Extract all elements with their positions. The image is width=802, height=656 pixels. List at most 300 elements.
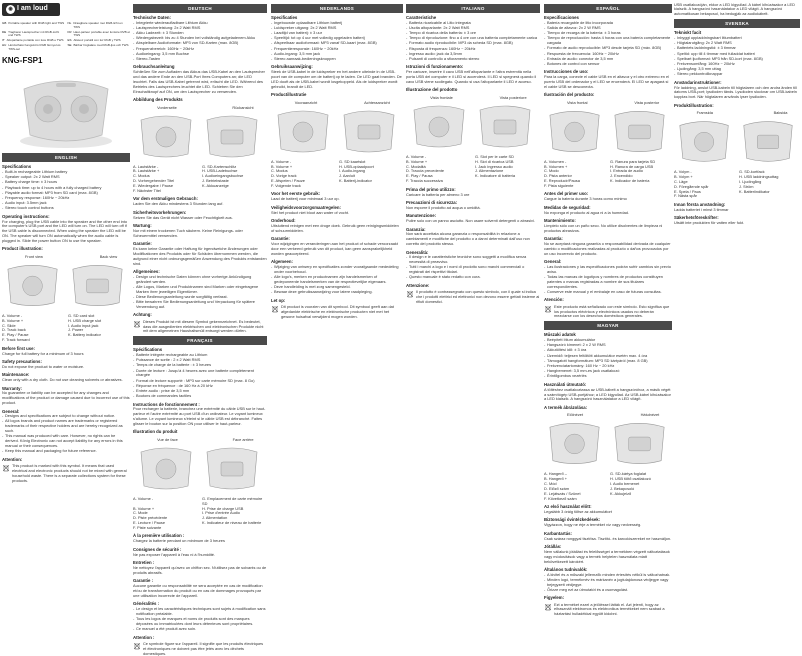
product-illustration <box>544 101 672 157</box>
general-list <box>271 265 403 295</box>
part-label: K. Battery indicator <box>68 332 101 338</box>
part-label: J. Betriebstaste <box>202 178 229 184</box>
speaker-drawing-shape <box>565 122 585 142</box>
part-label: A. Volume - <box>2 312 23 318</box>
model-number: KNG-FSP1 <box>2 56 43 66</box>
product-hero-image <box>2 69 130 151</box>
part-label: D. Track back <box>2 327 26 333</box>
toc-text: Haut-parleur portable avec lumière RVB et TWS <box>73 29 130 38</box>
part-label: K. Indicador de batería <box>610 178 650 184</box>
weee-bin-icon <box>133 642 141 650</box>
operating-heading: Használati útmutató: <box>544 381 587 387</box>
speaker-drawing-shape <box>629 125 651 139</box>
part-label: B. Volumen + <box>544 163 568 169</box>
part-label: F. Traccia successiva <box>406 178 443 184</box>
spec-item: - Frekvensomfång: 160Hz ~ 20kHz <box>674 62 800 67</box>
before-heading: À la première utilisation : <box>133 533 185 539</box>
general-item: - Tous les logos de marques et noms de produits sont des marques déposées ou immatriculées dont leurs détenteurs sont propriétaires. <box>133 617 267 627</box>
magyar-continued-text: USB csatlakozóján, ekkor a LED kigyullad. A kábel kihúzásakor a LED kialszik. A hangszóró használatakor a LED világít. A hangszóró automatikusan bekapcsol, ha bedugják az audiokábelt. <box>674 1 795 17</box>
toc-text: Altavoz portátil con luz RGB y TWS <box>73 38 121 42</box>
spec-item: - Respuesta de frecuencia: 160Hz ~ 20kHz <box>544 52 672 57</box>
parts-legend <box>133 165 267 194</box>
part-label: J. Alimentation <box>202 515 228 521</box>
section-header-english: ENGLISH <box>2 153 130 162</box>
general-item: - Őrizze meg ezt az útmutatót és a csomagolást. <box>544 588 672 593</box>
operating-text: Para la carga, conecte el cable USB en el altavoz y el otro extremo en el puerto USB del ordenador y el LED se encenderá. El LED se apagará si el cable USB se desconecta. <box>544 74 670 89</box>
spec-item: - Ingebouwde oplaadbare Lithium batterij <box>271 21 403 26</box>
general-item: - Wijziging van ontwerp en specificaties zonder voorafgaande mededeling onder voorbehoud. <box>271 265 403 275</box>
section-nederlands <box>271 15 403 320</box>
general-item: - Bitte bewahren Sie Bedienungsanleitung und Verpackung für spätere Verwendung auf. <box>133 300 267 310</box>
spec-item: - Frekvenciatartomány: 160 Hz ~ 20 kHz <box>544 364 672 369</box>
weee-bin-icon <box>133 320 141 328</box>
spec-item: - Tiempo de recarga de la batería: ± 3 horas <box>544 31 672 36</box>
attention-heading: Atención: <box>544 297 564 303</box>
safety-heading: Biztonsági óvintézkedések: <box>544 517 601 523</box>
general-item: - Design und technische Daten können ohne vorherige Ankündigung geändert werden. <box>133 275 267 285</box>
back-view-label: Hátulnézet <box>640 412 660 418</box>
specifications-heading: Tekniskt facit <box>674 30 702 36</box>
spec-item: - Playback time: up to 4 hours with a fully charged battery <box>2 186 130 191</box>
spec-item: - Formato de audio reproducible: MP3 desde tarjeta SD (máx. 8GB) <box>544 46 672 51</box>
spec-item: - Támogatott hangformátum: MP3 SD kártyáról (max. 8 GB) <box>544 359 672 364</box>
warranty-text: Nem vállalunk jótállást és felelősséget a termékben végzett változtatások vagy módosítások vagy a termék helytelen használata miatt bekövetkezett károkért. <box>544 548 670 564</box>
operating-text: Pour recharger la batterie, branchez une extrémité du câble USB sur le haut-parleur et l'autre extrémité au port USB d'un ordinateur. Le voyant lumineux s'allume. Le voyant lumineux s'éteint si le câble USB est débranché. Faites glisser le bouton sur la position ON pour utiliser le haut-parleur. <box>133 406 266 427</box>
part-label: E. Play / Pause <box>2 332 29 338</box>
section-header-espanol: ESPAÑOL <box>544 4 672 13</box>
safety-heading: Säkerhetsföreskrifter: <box>674 215 719 221</box>
spec-item: - Stereo touch control buttons <box>2 206 130 211</box>
attention-heading: Attention: <box>2 456 23 462</box>
spec-item: - Högtalarutgång: 2x 2 Watt RMS <box>674 41 800 46</box>
part-label: K. Batteriindikator <box>739 188 770 194</box>
front-view-label: Vorderseite <box>157 104 177 110</box>
spec-item: - Akku Ladezeit: ± 3 Stunden <box>133 31 267 36</box>
part-label: D. Traccia precedente <box>406 168 445 174</box>
part-label: D. Vorige track <box>271 173 297 179</box>
part-label: G. SD-Kartenschlitz <box>202 163 237 169</box>
warranty-heading: Warranty: <box>2 385 22 391</box>
part-label: B. Volume + <box>133 505 155 511</box>
spec-item: - Beépített lítium akkumulátor <box>544 338 672 343</box>
safety-text: Setzen Sie das Gerät nicht Wasser oder Feuchtigkeit aus. <box>133 214 233 220</box>
specifications-heading: Technische Daten: <box>133 15 171 21</box>
speaker-diagram <box>133 438 267 494</box>
part-label <box>610 184 672 189</box>
speaker-diagram <box>133 106 267 162</box>
part-label: B. Volume + <box>406 158 428 164</box>
specifications-heading: Especificaciones <box>544 15 579 21</box>
warranty-text: No guarantee or liability can be accepted for any changes and modifications of the product or damage caused due to incorrect use of this product. <box>2 390 130 406</box>
specifications-heading: Caratteristiche <box>406 15 437 21</box>
speaker-icon <box>2 69 130 151</box>
product-illustration <box>674 111 800 167</box>
parts-legend <box>544 160 672 189</box>
spec-item: - Speeltijd: tot op 4 uur met volledig opgeladen batterij <box>271 36 403 41</box>
part-label: G. Slot per le carte SD <box>475 153 514 159</box>
part-label: D. Vorhergehender Titel <box>133 178 175 184</box>
spec-item: - Battery charge time: ± 3 hours <box>2 180 130 185</box>
section-espanol <box>544 15 672 319</box>
part-label: C. Mode <box>133 510 148 516</box>
part-label: B. Volym + <box>674 173 693 179</box>
part-label: F. Következő szám <box>544 495 577 501</box>
general-heading: General: <box>544 259 562 265</box>
warranty-heading: Jótállás: <box>544 543 562 549</box>
general-item: - Todas las marcas de logotipos y nombres de productos constituyen patentes o marcas registradas a nombre de sus titulares correspondientes. <box>544 275 672 290</box>
spec-item: - Stereo pekkontrollknappar <box>674 72 800 77</box>
illustration-heading: Abbildung des Produkts <box>133 97 183 103</box>
part-label: K. Batterij-indicator <box>339 178 372 184</box>
part-label: G. SD-kortfack <box>739 169 765 175</box>
part-label: C. Modus <box>133 173 150 179</box>
attention-text: Il prodotto è contrassegnato con questo simbolo, con il quale si indica che i prodotti elettrici ed elettronici non devono essere gettati insieme ai rifiuti domestici. <box>416 289 540 304</box>
specifications-list <box>544 21 672 67</box>
illustration-heading: A termék ábrázolása: <box>544 404 588 410</box>
column-nederlands <box>271 2 403 571</box>
general-item: - Las ilustraciones y las especificaciones podrán sufrir cambios sin previo aviso. <box>544 265 672 275</box>
brand-logo <box>2 3 60 16</box>
safety-text: Utsätt inte produkten för vatten eller fukt. <box>674 220 745 226</box>
part-label: I. Audio input jack <box>68 322 99 328</box>
general-heading: Algemeen: <box>271 259 293 265</box>
back-view-label: Rückansicht <box>232 104 254 110</box>
spec-item: - Built-in rechargeable Lithium battery <box>2 170 130 175</box>
spec-item: - Audio-ingang: 3,5 mm jack <box>271 52 403 57</box>
spec-item: - Batteria ricaricabile al Litio integrata <box>406 21 540 26</box>
attention-block <box>406 290 540 305</box>
operating-text: För laddning, anslut USB-kabeln till högtalaren och den andra änden till datorns USB-port; lysdioden tänds. Lysdioden slocknar om USB-kabeln kopplas bort. När högtalaren används lyser lysdioden. <box>674 84 797 100</box>
warranty-heading: Garantie: <box>133 241 152 247</box>
spec-item: - Tiempo de reproducción: hasta 4 horas con una batería completamente cargada <box>544 36 672 46</box>
spec-item: - Luidspreker uitgang: 2x 2 Watt RMS <box>271 26 403 31</box>
attention-text: Dit product is voorzien van dit symbool. Dit symbool geeft aan dat afgedankte elektrische en elektronische producten niet met het gewone huisafval verwijderd mogen worden. <box>281 304 394 319</box>
section-header-deutsch: DEUTSCH <box>133 4 267 13</box>
general-item: - Designs and specifications are subject to change without notice. <box>2 414 130 419</box>
before-text: Laden Sie den Akku mindestens 3 Stunden lang auf. <box>133 201 224 207</box>
before-text: Chargez la batterie pendant un minimum de 3 heures <box>133 538 225 544</box>
brand-name: I am loud <box>17 5 48 13</box>
toc-code: SE <box>67 42 72 47</box>
part-label: J. Ström <box>739 183 754 189</box>
toc-entry <box>68 31 131 39</box>
speaker-drawing-shape <box>358 125 380 139</box>
spec-item: - Integrierte wiederaufladbare Lithium Akku <box>133 21 267 26</box>
operating-text: Steek de USB-kabel in de luidspreker en het andere uiteinde in de USB-poort van de computer om de batterij op te laden. De LED gaat branden. De LED dooft als de USB-kabel wordt losgekoppeld. Als de luidspreker wordt gebruikt, brandt de LED. <box>271 69 402 89</box>
spec-item: - Ingresso audio: jack da 3,5mm <box>406 52 540 57</box>
part-label: H. Slot di ricarica USB <box>475 158 514 164</box>
before-text: Charge for full battery for a minimum of 3 hours <box>2 350 84 356</box>
toc-code: HU <box>2 42 7 47</box>
toc-text: Hordozható hangszóró RGB fénnyel és TWS-sel <box>8 42 61 51</box>
spec-item: - Hangszóró kimenet: 2 x 2 W RMS <box>544 343 672 348</box>
general-item: - This manual was produced with care. However, no rights can be derived. König Electronic can not accept liability for any errors in this manual or their consequences. <box>2 434 130 449</box>
general-list <box>544 265 672 295</box>
safety-text: Non esporre il prodotto ad acqua o umidità. <box>406 204 481 210</box>
safety-heading: Consignes de sécurité : <box>133 546 182 552</box>
spec-item: - Botones de control con sensor <box>544 62 672 67</box>
part-label: A. Hangerő – <box>544 471 567 477</box>
section-header-svenska: SVENSKA <box>674 19 800 28</box>
part-label: I. Entrada de audio <box>610 168 643 174</box>
general-heading: Generalità: <box>406 249 429 255</box>
section-header-magyar: MAGYAR <box>544 321 672 330</box>
spec-item: - Puissance de sortie : 2 x 2 Watt RMS <box>133 358 267 363</box>
spec-item: - Frequency response: 160Hz ~ 20kHz <box>2 196 130 201</box>
spec-item: - Frequentieresponsie: 160Hz ~ 20kHz <box>271 47 403 52</box>
warranty-heading: Garantie: <box>271 236 290 242</box>
column-espanol-magyar <box>544 2 672 617</box>
spec-item: - Abspielbare Audioformate: MP3 von SD-Karten (max. 8GB) <box>133 41 267 46</box>
maint-text: Clean only with a dry cloth. Do not use cleaning solvents or abrasives. <box>2 377 123 383</box>
specifications-heading: Specifications <box>2 164 32 170</box>
part-label: A. Volumen - <box>544 158 567 164</box>
part-label: E. Lecture / Pause <box>133 520 166 526</box>
before-heading: Az első használat előtt: <box>544 503 592 509</box>
part-label: B. Lautstärke + <box>133 168 160 174</box>
before-heading: Antes del primer uso: <box>544 191 589 197</box>
operating-heading: Operating instructions: <box>2 213 50 219</box>
spec-item: - Risposta di frequenza: 160Hz ~ 20kHz <box>406 47 540 52</box>
general-list <box>406 255 540 280</box>
maint-text: Ne nettoyez l'appareil qu'avec un chiffon sec. N'utilisez pas de solvants ou de produits abrasifs. <box>133 565 267 575</box>
part-label: F. Nästa spår <box>674 193 697 199</box>
toc-text: Portable speaker with RGB light and TWS <box>8 21 65 25</box>
operating-text: Schließen Sie zum Aufladen das Akkus das USB-Kabel an den Lautsprecher und das andere Ende an den USB-Port Ihres Computers an; die LED leuchtet. Falls das USB-Kabel getrennt wird, erlischt die LED. Während des Betriebs des Lautsprechers leuchtet die LED. Schieben Sie den Einschaltknopf auf ON, um den Lautsprecher zu verwenden. <box>133 69 265 94</box>
general-item: - Minden logó, termékmév és márkanév a jogtulajdonosa védjegye vagy bejegyzett védjegye. <box>544 578 672 588</box>
spec-item: - Batteriets laddningstid: ± 3 timmar <box>674 46 800 51</box>
part-label <box>739 194 800 199</box>
toc-code: FR <box>67 29 72 34</box>
general-heading: Généralités : <box>133 601 160 607</box>
spec-item: - Batterie intégrée rechargeable au Lithium <box>133 353 267 358</box>
specifications-list <box>2 170 130 211</box>
toc-code: NL <box>67 21 72 25</box>
part-label: F. Piste suivante <box>133 525 162 531</box>
maint-heading: Maintenance: <box>2 372 30 378</box>
specifications-list <box>133 21 267 62</box>
part-label: J. Power <box>68 327 84 333</box>
section-francais <box>133 347 267 656</box>
part-label: I. Jack ingresso audio <box>475 163 513 169</box>
general-list <box>133 275 267 310</box>
maint-text: Nur mit einem trockenen Tuch säubern. Keine Reinigungs- oder Scheuermittel verwenden. <box>133 227 243 238</box>
part-label: E. Lejátszás / Szünet <box>544 490 581 496</box>
part-label: G. Emplacement de carte mémoire SD <box>202 495 263 506</box>
part-label: A. Volume - <box>133 495 154 501</box>
part-label: C. Modalità <box>406 163 426 169</box>
toc-code: IT <box>2 38 5 42</box>
speaker-diagram <box>271 101 403 157</box>
back-view-label: Vista posterior <box>634 99 660 105</box>
spec-item: - Speltid: upp till 4 timmar med fulladdat batteri <box>674 52 800 57</box>
spec-item: - Audio input: 3.5mm jack <box>2 201 130 206</box>
part-label <box>68 338 130 343</box>
speaker-diagram <box>544 413 672 469</box>
specifications-list <box>406 21 540 62</box>
general-item: - Alle logo's, merken en productnamen zijn handelsmerken of gedeponeerde handelsmerken van de respectievelijke eigenaars. <box>271 275 403 285</box>
speaker-drawing-shape <box>494 120 516 134</box>
part-label: D. Előző szám <box>544 485 570 491</box>
before-heading: Before first use: <box>2 345 35 351</box>
attention-heading: Attention : <box>133 634 155 640</box>
maint-heading: Manutenzione: <box>406 213 437 219</box>
part-label: J. Alimentazione <box>475 168 504 174</box>
before-text: Caricare la batteria per almeno 3 ore <box>406 191 470 197</box>
safety-text: Stel het product niet bloot aan water of vocht. <box>271 209 350 215</box>
column-deutsch-francais <box>133 2 267 656</box>
part-label: I. Audioeingangsbuchse <box>202 173 244 179</box>
general-item: - Conserve este manual y el embalaje en caso de futuras consultas. <box>544 290 672 295</box>
spec-item: - Inbyggt uppladdningsbart litiumbatteri <box>674 36 800 41</box>
toc-entry <box>2 22 65 30</box>
toc-entry <box>2 31 65 39</box>
specifications-heading: Műszaki adatok <box>544 332 576 338</box>
part-label: E. Afspelen / Pauze <box>271 178 305 184</box>
specifications-list <box>133 353 267 399</box>
specifications-list <box>544 338 672 379</box>
part-label <box>339 184 403 189</box>
part-label: H. USB charge slot <box>68 317 102 323</box>
toc-entry <box>68 22 131 30</box>
general-list <box>133 607 267 632</box>
operating-heading: Gebruiksaanwijzing: <box>271 64 313 70</box>
general-item: - Ce manuel a été produit avec soin. <box>133 627 267 632</box>
weee-bin-icon <box>271 305 279 313</box>
general-heading: Allgemeines: <box>133 269 160 275</box>
part-label: H. USB laddningsuttag <box>739 173 779 179</box>
front-view-label: Framsida <box>696 110 713 116</box>
speaker-drawing-shape <box>87 279 109 293</box>
attention-block <box>133 642 267 656</box>
section-svenska <box>674 30 800 226</box>
part-label: I. Audio bemenet <box>610 480 640 486</box>
speaker-drawing-shape <box>293 122 313 142</box>
part-label: H. USB töltő csatlakozó <box>610 476 651 482</box>
warranty-text: Non sarà accettata alcuna garanzia o responsabilità in relazione a cambiamenti e modifiche del prodotto o a danni determinati dall'uso non corretto del prodotto stesso. <box>406 231 530 247</box>
parts-legend <box>544 472 672 501</box>
section-header-francais: FRANÇAIS <box>133 336 267 345</box>
weee-bin-icon <box>2 464 10 472</box>
operating-text: Per caricare, inserire il cavo USB nell'altoparlante e l'altra estremità nella porta USB del computer e il LED si accenderà. Il LED si spegnerà quando il cavo USB viene scollegato. Quando si usa l'altoparlante il LED è acceso. <box>406 69 537 85</box>
general-item: - Le design et les caractéristiques techniques sont sujets à modification sans notification préalable. <box>133 607 267 617</box>
specifications-list <box>674 36 800 77</box>
before-heading: Prima del primo utilizzo: <box>406 186 456 192</box>
parts-legend <box>133 497 267 531</box>
product-illustration <box>271 101 403 157</box>
weee-bin-icon <box>544 603 552 611</box>
part-label: E. Spela / Paus <box>674 188 701 194</box>
part-label: I. Ljudingång <box>739 178 762 184</box>
spec-item: - Format de lecture supporté : MP3 sur carte mémoire SD (max. 8 Go) <box>133 379 267 384</box>
spec-item: - Laadtijd van batterij: ± 3 uur <box>271 31 403 36</box>
back-view-label: Achteraanzicht <box>364 99 390 105</box>
product-illustration <box>133 438 267 494</box>
safety-heading: Sicherheitsvorkehrungen: <box>133 209 187 215</box>
toc-code: ES <box>67 38 72 42</box>
spec-item: - Entrée audio : prise de 3,5 mm <box>133 389 267 394</box>
speaker-drawing-shape <box>221 462 243 476</box>
part-label: D. Föregående spår <box>674 183 709 189</box>
illustration-heading: Product illustration: <box>2 246 43 252</box>
spec-item: - Batería recargable de litio incorporada <box>544 21 672 26</box>
column-cover-english <box>2 2 130 571</box>
warranty-heading: Garantía: <box>544 236 563 242</box>
section-header-italiano: ITALIANO <box>406 4 540 13</box>
toc-code: DE <box>2 29 7 34</box>
parts-legend <box>406 155 540 184</box>
front-view-label: Vue de face <box>157 436 178 442</box>
part-label <box>475 179 540 184</box>
maint-heading: Wartung: <box>133 222 152 228</box>
toc-entry <box>68 44 131 52</box>
speaker-drawing-shape <box>629 437 651 451</box>
part-label: B. Hangerő + <box>544 476 568 482</box>
warranty-text: Voor wijzigingen en veranderingen aan het product of schade veroorzaakt door een verkeerd gebruik van dit product, kan geen aansprakelijkheid worden geaccepteerd. <box>271 241 398 256</box>
part-label: B. Volume + <box>2 317 24 323</box>
attention-heading: Let op: <box>271 297 286 303</box>
toc-code: GB <box>2 21 7 25</box>
safety-text: Vigyázzon, hogy ne érje a terméket víz vagy nedvesség. <box>544 522 642 528</box>
before-text: Legalább 3 óráig töltse az akkumulátort <box>544 508 612 514</box>
column-italiano <box>406 2 540 571</box>
product-illustration <box>2 255 130 311</box>
maint-heading: Karbantartás: <box>544 530 572 536</box>
before-heading: Voor het eerste gebruik: <box>271 191 321 197</box>
operating-heading: Användarinstruktioner: <box>674 79 722 85</box>
part-label: H. USB-Ladebuchse <box>202 168 238 174</box>
illustration-heading: Illustrazione del prodotto <box>406 87 458 93</box>
speaker-drawing-shape <box>429 117 449 137</box>
part-label: A. Volume - <box>271 158 292 164</box>
speaker-drawing-shape <box>23 276 43 296</box>
speaker-diagram <box>544 101 672 157</box>
operating-heading: Istruzioni di funzionamento: <box>406 64 464 70</box>
general-item: - A kivitel és a műszaki jellemzők minden értesítés nélkül is változhatnak. <box>544 573 672 578</box>
attention-block <box>544 305 672 320</box>
parts-legend <box>2 314 130 343</box>
part-label: H. Prise de charge USB <box>202 505 244 511</box>
product-illustration <box>133 106 267 162</box>
general-item: - All logos brands and product names are trademarks or registered trademarks of their respective holders and are hereby recognized as such. <box>2 419 130 434</box>
general-item: - Keep this manual and packaging for future reference. <box>2 449 130 454</box>
part-label: C. Slide <box>2 322 16 328</box>
spec-item: - Speaker output: 2x 2 Watt RMS <box>2 175 130 180</box>
part-label: F. Pista siguiente <box>544 183 574 189</box>
part-label: G. Ranura para tarjeta SD <box>610 158 656 164</box>
maint-heading: Entretien : <box>133 560 155 566</box>
part-label: G. SD card slot <box>68 312 95 318</box>
specifications-list <box>271 21 403 62</box>
illustration-heading: Ilustración del producto: <box>544 92 595 98</box>
safety-text: Ne pas exposer l'appareil à l'eau ni à l'humidité. <box>133 551 216 557</box>
general-item: - Alle Logos, Marken und Produktnamen sind Marken oder eingetragene Marken ihrer jeweiligen Eigentümer. <box>133 285 267 295</box>
speaker-drawing-shape <box>156 127 176 147</box>
part-label: C. Läge <box>674 178 688 184</box>
speaker-drawing-shape <box>757 135 778 149</box>
attention-heading: Attenzione: <box>406 282 430 288</box>
part-label: K. Indicatore di batteria <box>475 173 516 179</box>
part-label: F. Track forward <box>2 337 30 343</box>
safety-text: No exponga el producto al agua ni a la humedad. <box>544 209 630 215</box>
part-label: I. Prise d'entrée Audio <box>202 510 240 516</box>
illustration-heading: Produktillustration: <box>674 102 714 108</box>
toc-text: Tragbarer Lautsprecher mit RGB-Licht und TWS <box>8 29 60 38</box>
back-view-label: Back view <box>99 253 118 259</box>
operating-heading: Gebrauchsanleitung <box>133 64 175 70</box>
section-deutsch <box>133 15 267 334</box>
speaker-diagram <box>674 111 800 167</box>
